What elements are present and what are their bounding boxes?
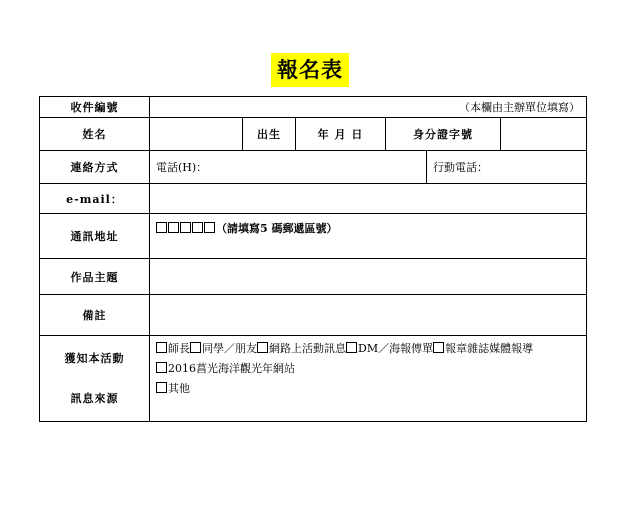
checkbox-web[interactable] <box>257 342 268 353</box>
id-number-field[interactable] <box>501 118 587 151</box>
row-contact <box>40 151 587 184</box>
option-website: 2016菖光海洋觀光年網站 <box>168 362 295 375</box>
postal-box-4[interactable] <box>192 222 203 233</box>
postal-box-5[interactable] <box>204 222 215 233</box>
row-email <box>40 184 587 214</box>
theme-field[interactable] <box>150 259 587 295</box>
mobile-phone-field[interactable]: 行動電話： <box>427 151 587 184</box>
option-teacher: 師長 <box>168 342 190 355</box>
source-label <box>40 336 150 422</box>
checkbox-other[interactable] <box>156 382 167 393</box>
id-number-label: 身分證字號 <box>386 118 501 151</box>
postal-box-1[interactable] <box>156 222 167 233</box>
form-title: 報名表 <box>271 53 349 87</box>
checkbox-website[interactable] <box>156 362 167 373</box>
receipt-number-label: 收件編號 <box>40 97 150 118</box>
contact-label: 連絡方式 <box>40 151 150 184</box>
receipt-number-note: （本欄由主辦單位填寫） <box>150 97 587 118</box>
home-phone-field[interactable]: 電話(H)： <box>150 151 427 184</box>
address-hint: （請填寫5 碼郵遞區號） <box>216 222 338 235</box>
row-receipt <box>40 97 587 118</box>
title-area <box>0 53 620 87</box>
name-label: 姓名 <box>40 118 150 151</box>
source-label-line2: 訊息來源 <box>70 391 119 405</box>
postal-box-3[interactable] <box>180 222 191 233</box>
theme-label: 作品主題 <box>40 259 150 295</box>
address-label: 通訊地址 <box>40 214 150 259</box>
row-theme <box>40 259 587 295</box>
email-field[interactable] <box>150 184 587 214</box>
remarks-field[interactable] <box>150 295 587 336</box>
birth-date-field[interactable]: 年 月 日 <box>296 118 386 151</box>
checkbox-friend[interactable] <box>190 342 201 353</box>
option-other: 其他 <box>168 382 190 395</box>
remarks-label: 備註 <box>40 295 150 336</box>
address-field[interactable] <box>150 214 587 259</box>
email-label: e-mail： <box>40 184 150 214</box>
option-web: 網路上活動訊息 <box>269 342 346 355</box>
row-address <box>40 214 587 259</box>
option-media: 報章雜誌媒體報導 <box>445 342 534 355</box>
checkbox-dm[interactable] <box>346 342 357 353</box>
row-name <box>40 118 587 151</box>
registration-form-table <box>39 96 587 422</box>
option-friend: 同學／朋友 <box>202 342 257 355</box>
row-remarks <box>40 295 587 336</box>
checkbox-media[interactable] <box>433 342 444 353</box>
checkbox-teacher[interactable] <box>156 342 167 353</box>
birth-label: 出生 <box>243 118 296 151</box>
postal-box-2[interactable] <box>168 222 179 233</box>
name-field[interactable] <box>150 118 243 151</box>
option-dm: DM／海報傳單 <box>358 342 434 355</box>
source-options <box>150 336 587 422</box>
source-label-line1: 獲知本活動 <box>64 351 125 365</box>
row-source <box>40 336 587 422</box>
